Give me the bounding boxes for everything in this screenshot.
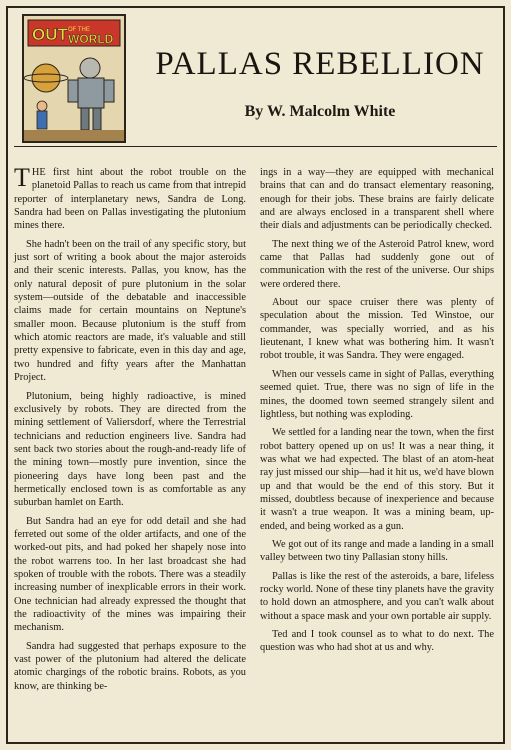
- header-rule: [14, 146, 497, 147]
- paragraph: We settled for a landing near the town, when the first robot battery opened up on us! It was a near thing, it was what we had expected. The blast of an atom-heat ray just missed our ship—had it hit us, we'd have blown up and that would be the end of this story. But it missed, doubtless because of inexperience and because it wasn't a true weapon. It was a mining beam, up-ended, and being worked as a gun.: [260, 427, 494, 532]
- story-title: PALLAS REBELLION: [155, 46, 485, 82]
- logo-illustration: [24, 16, 124, 141]
- out-of-the-world-logo: [22, 14, 126, 143]
- paragraph: Pallas is like the rest of the asteroids, a bare, lifeless rocky world. None of these tiny planets have the gravity to hold down an atmosphere, and you can't walk about without a space mask and your own portable air supply.: [260, 570, 494, 622]
- logo-word-ofthe: OF THE: [68, 27, 90, 33]
- paragraph: Sandra had suggested that perhaps exposure to the vast power of the plutonium had altered the delicate atomic chargings of the robotic brains. Robots, as you know, are thinking be-: [14, 640, 246, 692]
- story-byline: By W. Malcolm White: [244, 103, 396, 120]
- paragraph: Plutonium, being highly radioactive, is mined exclusively by robots. They are directed from the mining settlement of Valiersdorf, where the Terrestrial technicians and reduction engineers live. Sandra had sent back two stories about the rough-and-ready life of the mining town—mostly pure invention, since the pioneering days have long been past and the hermetically enclosed town is as comfortable as any suburban hamlet on Earth.: [14, 390, 246, 509]
- logo-word-out: OUT: [32, 25, 68, 44]
- paragraph: But Sandra had an eye for odd detail and she had ferreted out some of the older artifacts, and one of the worked-out pits, and had poked her shapely nose into the robot warrens too. In her last broadcast she had spoken of trouble with the robots. There was a steadily increasing number of inexplicable errors in their work. One technician had already expressed the thought that the radioactivity of the mines was impairing their mechanism.: [14, 515, 246, 634]
- drop-cap: T: [14, 163, 30, 192]
- paragraph: THE first hint about the robot trouble on the planetoid Pallas to reach us came from that intrepid reporter of interplanetary news, Sandra de Long. Sandra had been on Pallas investigating the plutonium mines there.: [14, 163, 246, 232]
- paragraph: Ted and I took counsel as to what to do next. The question was who had shot at us and why.: [260, 629, 494, 654]
- logo-word-world: WORLD: [68, 32, 114, 46]
- paragraph: She hadn't been on the trail of any specific story, but just sort of writing a book about the major asteroids and their scenic interests. Pallas, you know, has the only natural deposit of pure plutonium in the solar system—outside of the debatable and inaccessible claims made for certain mountains on Neptune's smaller moon. Because plutonium is the stuff from which atomic reactors are made, it's valuable and still pretty expensive to fabricate, even in this day and age, two hundred and fifty years after the Manhattan Project.: [14, 238, 246, 384]
- paragraph: When our vessels came in sight of Pallas, everything seemed quiet. True, there was no sign of life in the mines, the doomed town seemed strangely silent and lightless, but nothing was exploding.: [260, 368, 494, 420]
- left-column: [14, 163, 246, 698]
- paragraph: The next thing we of the Asteroid Patrol knew, word came that Pallas had suddenly gone out of communication with the rest of the universe. Our ships were ordered there.: [260, 238, 494, 290]
- right-column: [260, 166, 494, 660]
- paragraph: ings in a way—they are equipped with mechanical brains that can and do transact elementary reasoning, enough for their jobs. These brains are fairly delicate and are always enclosed in a transparent shell where their dials and adjustments can be periodically checked.: [260, 167, 494, 232]
- paragraph: About our space cruiser there was plenty of speculation about the mission. Ted Winstoe, our commander, was specially worried, and as his lieutenant, I knew what was bothering him. It wasn't robot trouble, it was Sandra. They were engaged.: [260, 297, 494, 362]
- paragraph: We got out of its range and made a landing in a small valley between two tiny Pallasian stony hills.: [260, 538, 494, 564]
